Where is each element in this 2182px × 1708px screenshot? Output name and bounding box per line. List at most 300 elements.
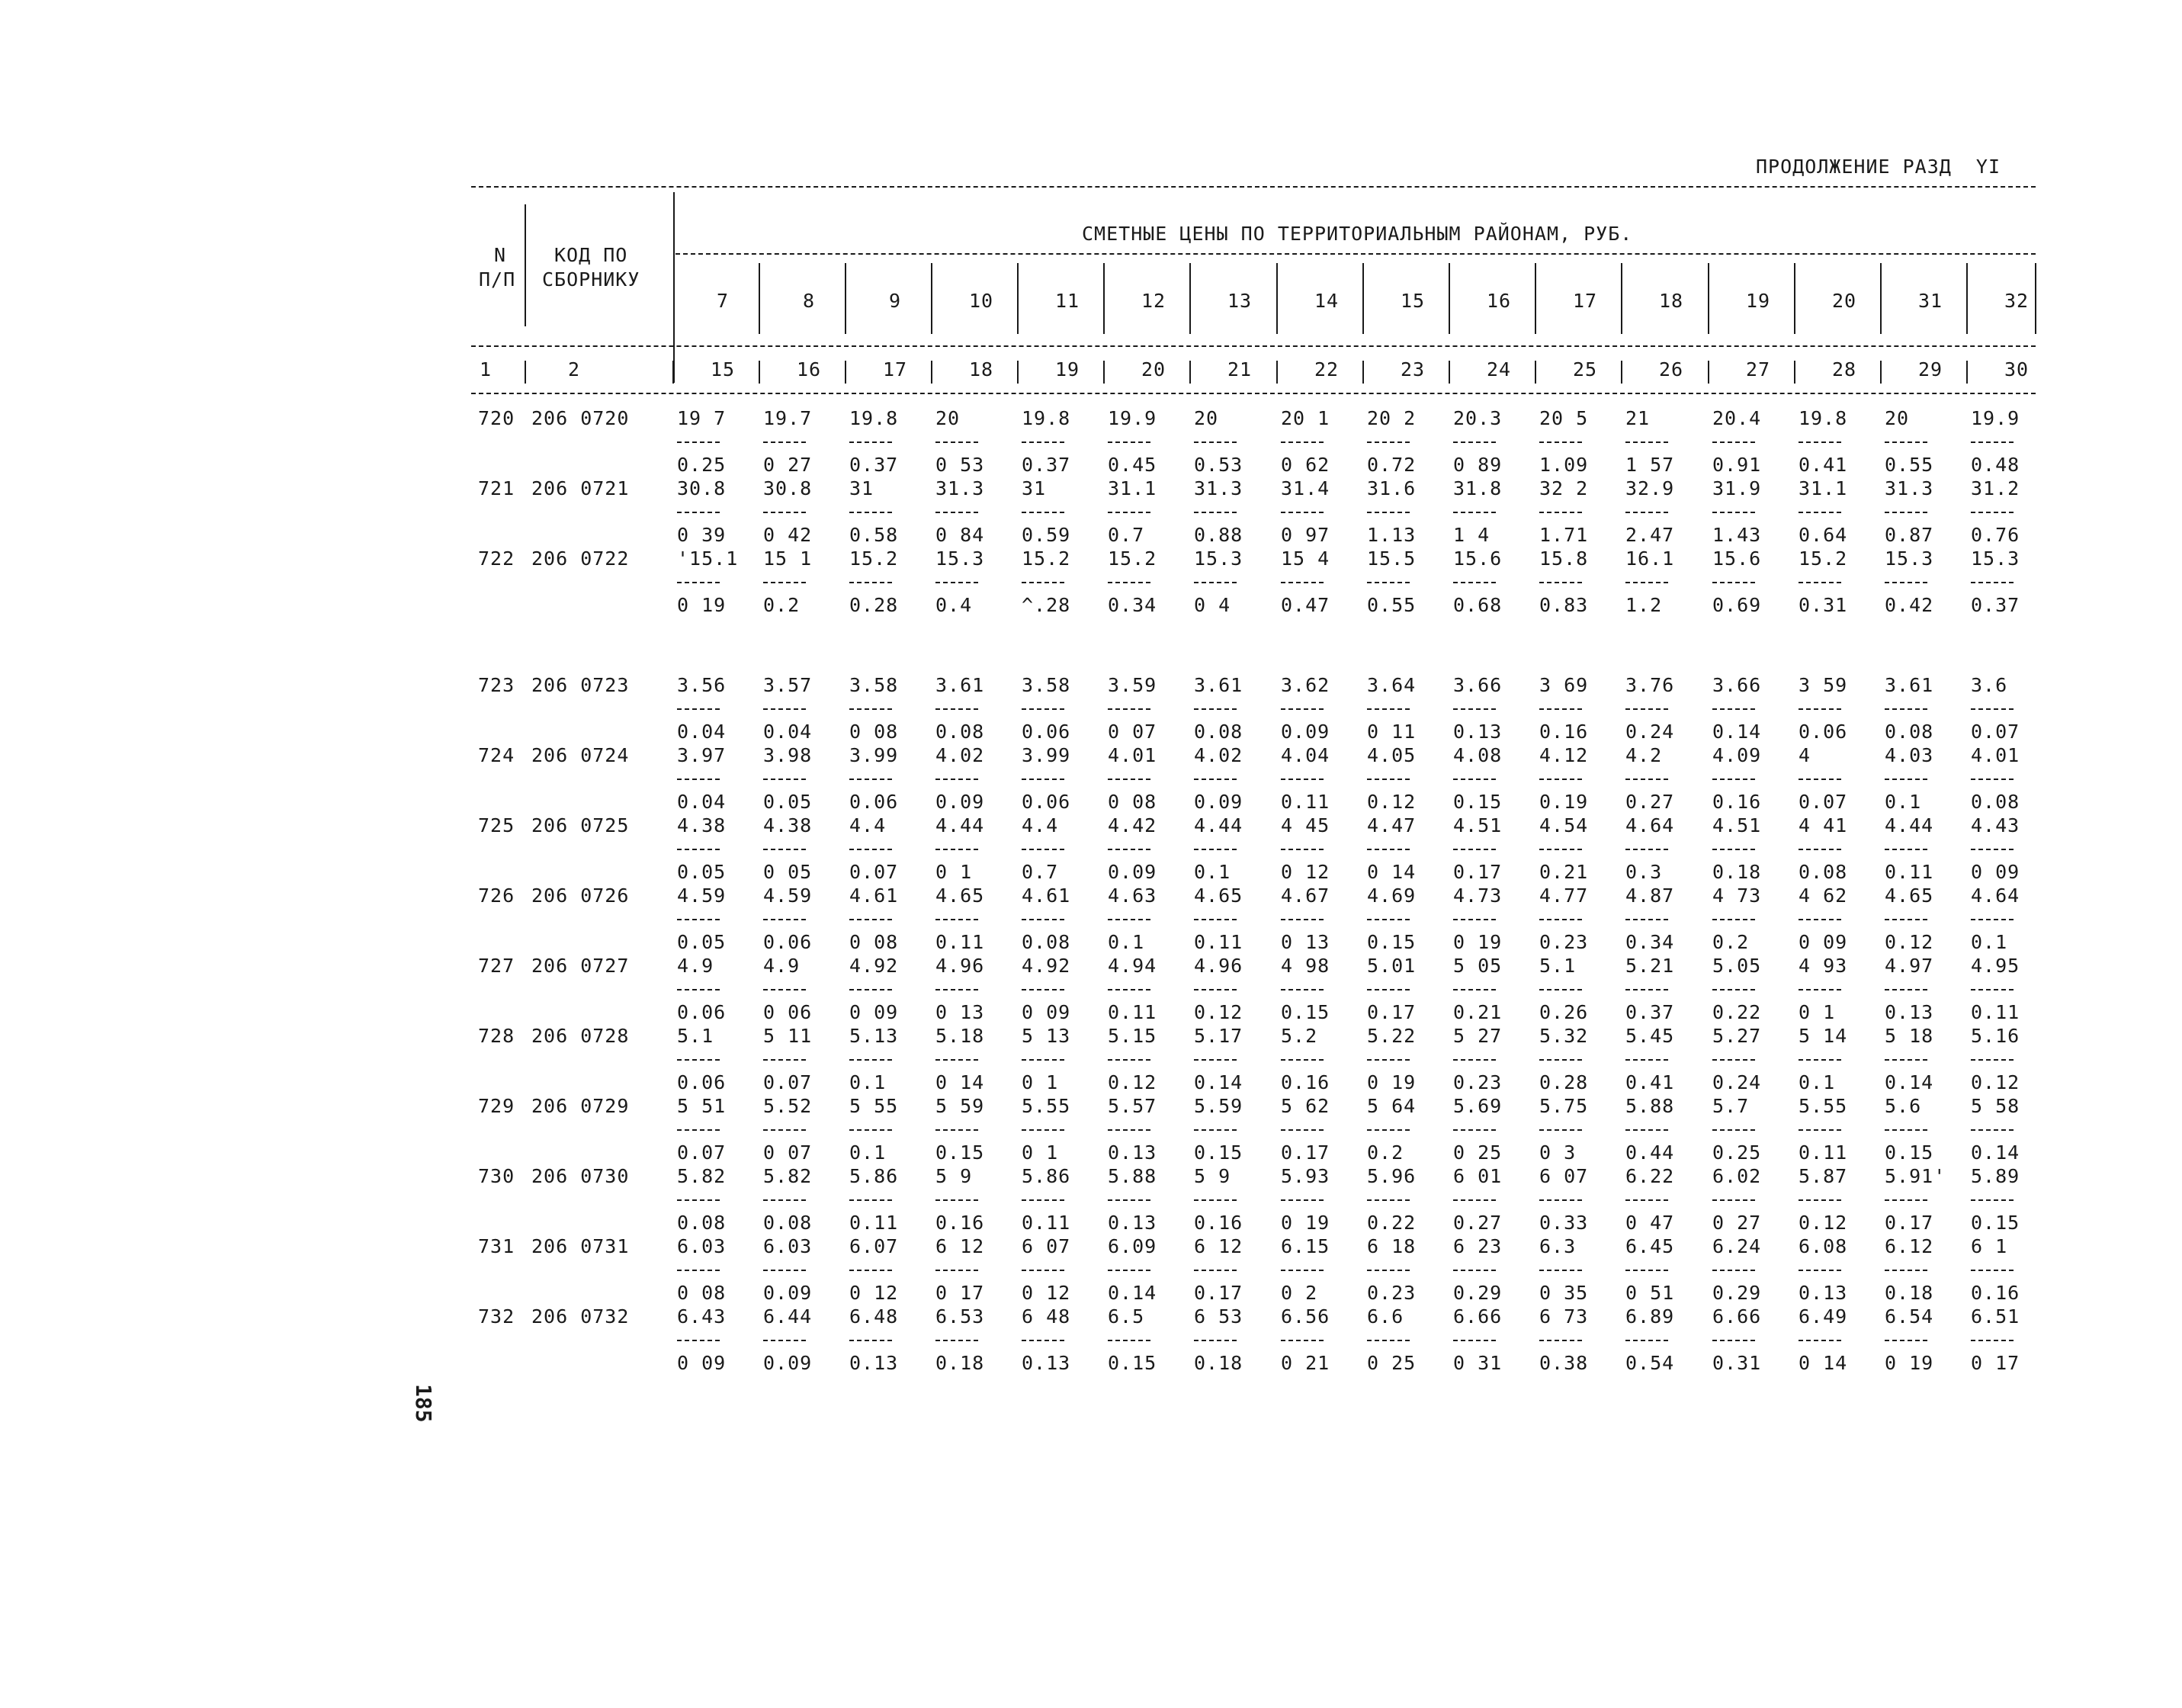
value-divider: [1281, 708, 1324, 710]
price-value: 4.02: [1194, 744, 1243, 766]
price-value: 3.99: [849, 744, 899, 766]
price-value: 0.07: [849, 861, 899, 883]
price-value: 0 27: [763, 454, 813, 476]
index-divider-code: [525, 361, 526, 384]
price-value: 4.96: [1194, 955, 1243, 977]
price-value: 0.22: [1712, 1001, 1762, 1023]
value-divider: [677, 1340, 720, 1341]
code-group-divider: [673, 192, 675, 383]
price-value: 31.8: [1453, 477, 1503, 499]
price-value: 5.2: [1281, 1025, 1318, 1047]
value-divider: [1539, 1340, 1582, 1341]
value-divider: [1539, 582, 1582, 583]
price-value: 4.87: [1625, 884, 1675, 907]
price-value: 0.59: [1022, 524, 1071, 546]
price-value: 0.17: [1885, 1212, 1934, 1234]
price-value: 4.42: [1108, 814, 1157, 836]
price-value: 6.02: [1712, 1165, 1762, 1187]
price-value: 0.15: [1885, 1141, 1934, 1164]
value-divider: [1281, 919, 1324, 920]
price-value: 0.12: [1799, 1212, 1848, 1234]
price-value: 6.03: [677, 1235, 727, 1257]
price-value: 0 12: [849, 1282, 899, 1304]
price-value: 5 13: [1022, 1025, 1071, 1047]
price-value: 0.38: [1539, 1352, 1589, 1374]
row-code: 206 0727: [531, 955, 630, 977]
value-divider: [1971, 1199, 2014, 1201]
value-divider: [1367, 989, 1410, 990]
price-value: 4.43: [1971, 814, 2020, 836]
price-value: 6.51: [1971, 1305, 2020, 1328]
index-divider: [1276, 361, 1278, 384]
value-divider: [1625, 708, 1668, 710]
price-value: 6.44: [763, 1305, 813, 1328]
price-value: 6 12: [935, 1235, 985, 1257]
price-value: 1.13: [1367, 524, 1417, 546]
price-value: 5.45: [1625, 1025, 1675, 1047]
value-divider: [1625, 919, 1668, 920]
price-value: 5.55: [1799, 1095, 1848, 1117]
price-value: 6.22: [1625, 1165, 1675, 1187]
price-value: 4.38: [763, 814, 813, 836]
region-number: 10: [968, 290, 994, 312]
price-value: 0.16: [1712, 791, 1762, 813]
value-divider: [849, 1270, 892, 1271]
value-divider: [1108, 1340, 1150, 1341]
value-divider: [1108, 779, 1150, 780]
value-divider: [849, 1199, 892, 1201]
price-value: 0 07: [763, 1141, 813, 1164]
value-divider: [1281, 849, 1324, 850]
group-title-rule: [675, 253, 2036, 255]
price-value: 0.16: [1971, 1282, 2020, 1304]
value-divider: [763, 582, 806, 583]
value-divider: [1971, 1129, 2014, 1131]
price-value: 3.61: [1885, 674, 1934, 696]
price-value: 4.51: [1453, 814, 1503, 836]
price-value: 19.7: [763, 407, 813, 429]
price-value: 31.4: [1281, 477, 1330, 499]
value-divider: [1539, 779, 1582, 780]
value-divider: [1194, 1129, 1237, 1131]
value-divider: [849, 989, 892, 990]
price-value: 5 51: [677, 1095, 727, 1117]
price-value: 6.43: [677, 1305, 727, 1328]
row-number: 729: [478, 1095, 515, 1117]
region-divider: [1017, 263, 1019, 334]
price-value: 0.05: [677, 861, 727, 883]
column-index: 22: [1314, 358, 1340, 380]
price-value: 6 48: [1022, 1305, 1071, 1328]
price-value: 0.06: [1022, 721, 1071, 743]
column-index: 19: [1054, 358, 1080, 380]
value-divider: [1539, 1270, 1582, 1271]
price-value: 0.7: [1022, 861, 1059, 883]
index-divider: [1103, 361, 1105, 384]
page-number: 185: [411, 1384, 436, 1423]
value-divider: [1367, 919, 1410, 920]
price-value: 4.12: [1539, 744, 1589, 766]
price-value: 0.23: [1539, 931, 1589, 953]
price-value: 0.18: [935, 1352, 985, 1374]
price-value: 1.71: [1539, 524, 1589, 546]
price-value: 6 1: [1971, 1235, 2008, 1257]
value-divider: [1453, 582, 1496, 583]
price-value: 0 13: [935, 1001, 985, 1023]
price-value: 5 59: [935, 1095, 985, 1117]
value-divider: [849, 849, 892, 850]
price-value: 4 98: [1281, 955, 1330, 977]
price-value: 6.45: [1625, 1235, 1675, 1257]
price-value: 0.17: [1194, 1282, 1243, 1304]
region-divider: [759, 263, 760, 334]
price-value: 0.05: [763, 791, 813, 813]
price-value: 6.07: [849, 1235, 899, 1257]
value-divider: [763, 1199, 806, 1201]
value-divider: [849, 919, 892, 920]
price-value: 4.59: [677, 884, 727, 907]
price-value: 4: [1799, 744, 1811, 766]
value-divider: [1971, 849, 2014, 850]
price-value: 6 12: [1194, 1235, 1243, 1257]
value-divider: [1194, 989, 1237, 990]
value-divider: [1367, 1270, 1410, 1271]
row-number: 726: [478, 884, 515, 907]
price-value: 0.23: [1453, 1071, 1503, 1093]
price-value: 0 31: [1453, 1352, 1503, 1374]
price-value: 20 1: [1281, 407, 1330, 429]
index-divider: [1017, 361, 1019, 384]
column-index: 16: [796, 358, 822, 380]
row-number: 722: [478, 547, 515, 570]
price-value: 4.95: [1971, 955, 2020, 977]
price-value: 6 18: [1367, 1235, 1417, 1257]
price-value: 0.83: [1539, 594, 1589, 616]
price-value: 0 14: [1799, 1352, 1848, 1374]
price-value: 0.22: [1367, 1212, 1417, 1234]
price-value: 5.96: [1367, 1165, 1417, 1187]
price-value: 0.45: [1108, 454, 1157, 476]
column-index: 1: [480, 358, 493, 380]
price-value: 0.17: [1281, 1141, 1330, 1164]
column-index: 21: [1227, 358, 1253, 380]
price-value: 0 06: [763, 1001, 813, 1023]
price-value: 4.51: [1712, 814, 1762, 836]
price-value: 0 19: [677, 594, 727, 616]
price-value: 0 19: [1885, 1352, 1934, 1374]
price-value: 0.1: [849, 1141, 887, 1164]
price-value: 4 62: [1799, 884, 1848, 907]
value-divider: [1712, 989, 1755, 990]
region-divider: [1880, 263, 1882, 334]
price-value: 0.15: [1194, 1141, 1243, 1164]
price-value: 6.6: [1367, 1305, 1404, 1328]
price-value: 4.77: [1539, 884, 1589, 907]
value-divider: [1194, 1059, 1237, 1061]
price-value: 5.86: [1022, 1165, 1071, 1187]
value-divider: [763, 512, 806, 513]
value-divider: [935, 512, 978, 513]
price-value: 4.97: [1885, 955, 1934, 977]
price-value: 0.69: [1712, 594, 1762, 616]
value-divider: [1108, 919, 1150, 920]
price-value: 0.07: [1971, 721, 2020, 743]
price-value: 0 39: [677, 524, 727, 546]
price-value: 0.13: [1022, 1352, 1071, 1374]
price-value: 4.59: [763, 884, 813, 907]
price-value: 3.58: [849, 674, 899, 696]
price-value: 0.16: [1281, 1071, 1330, 1093]
value-divider: [1799, 512, 1841, 513]
price-value: 4.67: [1281, 884, 1330, 907]
region-divider: [1966, 263, 1968, 334]
price-value: 0.37: [1022, 454, 1071, 476]
value-divider: [1194, 708, 1237, 710]
price-value: 0.25: [677, 454, 727, 476]
price-value: 0.08: [1799, 861, 1848, 883]
row-code: 206 0731: [531, 1235, 630, 1257]
price-value: 4.64: [1971, 884, 2020, 907]
value-divider: [1453, 512, 1496, 513]
price-value: 20.4: [1712, 407, 1762, 429]
value-divider: [1194, 441, 1237, 443]
price-value: 0.19: [1539, 791, 1589, 813]
price-value: 0 08: [677, 1282, 727, 1304]
index-divider: [1535, 361, 1536, 384]
price-value: 0.11: [1799, 1141, 1848, 1164]
value-divider: [1453, 849, 1496, 850]
region-number: 16: [1486, 290, 1512, 312]
price-value: 4.54: [1539, 814, 1589, 836]
price-value: 0.25: [1712, 1141, 1762, 1164]
column-index: 26: [1658, 358, 1684, 380]
value-divider: [763, 849, 806, 850]
row-code: 206 0730: [531, 1165, 630, 1187]
price-value: 0.08: [763, 1212, 813, 1234]
price-value: 32 2: [1539, 477, 1589, 499]
price-value: 0 89: [1453, 454, 1503, 476]
price-value: 0.87: [1885, 524, 1934, 546]
price-value: 5.52: [763, 1095, 813, 1117]
price-value: 0 1: [1799, 1001, 1836, 1023]
value-divider: [1539, 1059, 1582, 1061]
price-value: 31.3: [935, 477, 985, 499]
price-value: 0.11: [1281, 791, 1330, 813]
value-divider: [1799, 1270, 1841, 1271]
value-divider: [1022, 512, 1064, 513]
value-divider: [1971, 1059, 2014, 1061]
price-value: 0 09: [1799, 931, 1848, 953]
price-value: 0.1: [1194, 861, 1231, 883]
row-number: 731: [478, 1235, 515, 1257]
price-value: 0.24: [1712, 1071, 1762, 1093]
price-value: 3.58: [1022, 674, 1071, 696]
price-value: 0 51: [1625, 1282, 1675, 1304]
price-value: 0.17: [1367, 1001, 1417, 1023]
row-number: 730: [478, 1165, 515, 1187]
region-row-rule: [471, 345, 2036, 347]
value-divider: [763, 1270, 806, 1271]
price-value: 15.3: [1194, 547, 1243, 570]
value-divider: [1108, 582, 1150, 583]
price-value: 20: [1885, 407, 1910, 429]
value-divider: [1971, 708, 2014, 710]
region-number: 14: [1314, 290, 1340, 312]
price-value: 0 08: [849, 721, 899, 743]
index-divider: [1794, 361, 1795, 384]
value-divider: [677, 1199, 720, 1201]
value-divider: [1712, 1270, 1755, 1271]
price-value: 4.4: [849, 814, 887, 836]
row-code: 206 0726: [531, 884, 630, 907]
price-value: 0.2: [763, 594, 801, 616]
value-divider: [1453, 1199, 1496, 1201]
price-value: 4.65: [935, 884, 985, 907]
value-divider: [1625, 582, 1668, 583]
index-divider: [1708, 361, 1709, 384]
price-value: 0 84: [935, 524, 985, 546]
price-value: 0 25: [1367, 1352, 1417, 1374]
price-value: 6.09: [1108, 1235, 1157, 1257]
price-value: 0.09: [1281, 721, 1330, 743]
price-value: 0 1: [935, 861, 973, 883]
value-divider: [1022, 849, 1064, 850]
price-value: 5.13: [849, 1025, 899, 1047]
value-divider: [677, 1059, 720, 1061]
value-divider: [1022, 1340, 1064, 1341]
price-value: 15.6: [1712, 547, 1762, 570]
value-divider: [677, 708, 720, 710]
price-value: 5 62: [1281, 1095, 1330, 1117]
price-value: 1.43: [1712, 524, 1762, 546]
price-value: 0.7: [1108, 524, 1145, 546]
value-divider: [1108, 708, 1150, 710]
price-value: 0.11: [1022, 1212, 1071, 1234]
value-divider: [1194, 849, 1237, 850]
value-divider: [1194, 1199, 1237, 1201]
price-value: 3.62: [1281, 674, 1330, 696]
value-divider: [1281, 1059, 1324, 1061]
price-value: 0 35: [1539, 1282, 1589, 1304]
price-value: 0.29: [1453, 1282, 1503, 1304]
value-divider: [1625, 1129, 1668, 1131]
price-value: 0.88: [1194, 524, 1243, 546]
price-value: 0 14: [1367, 861, 1417, 883]
region-number: 18: [1658, 290, 1684, 312]
value-divider: [1453, 919, 1496, 920]
price-value: 0 07: [1108, 721, 1157, 743]
value-divider: [1453, 779, 1496, 780]
value-divider: [1799, 1340, 1841, 1341]
row-code: 206 0728: [531, 1025, 630, 1047]
price-value: 0.11: [1108, 1001, 1157, 1023]
value-divider: [1453, 1270, 1496, 1271]
column-index: 28: [1831, 358, 1857, 380]
column-index: 23: [1400, 358, 1426, 380]
price-value: 4.61: [849, 884, 899, 907]
price-value: 4 93: [1799, 955, 1848, 977]
price-value: 0.47: [1281, 594, 1330, 616]
value-divider: [1367, 1199, 1410, 1201]
price-value: 0.06: [763, 931, 813, 953]
value-divider: [1885, 1199, 1927, 1201]
region-number: 17: [1572, 290, 1598, 312]
price-value: 0.07: [1799, 791, 1848, 813]
price-value: 1 4: [1453, 524, 1490, 546]
price-value: 0.1: [1799, 1071, 1836, 1093]
value-divider: [935, 779, 978, 780]
value-divider: [1625, 849, 1668, 850]
price-value: 0.18: [1885, 1282, 1934, 1304]
price-value: 5.93: [1281, 1165, 1330, 1187]
price-value: 0.27: [1625, 791, 1675, 813]
price-value: 4.44: [935, 814, 985, 836]
price-value: 0.2: [1712, 931, 1750, 953]
value-divider: [1885, 582, 1927, 583]
region-number: 7: [716, 290, 730, 312]
value-divider: [1453, 1129, 1496, 1131]
value-divider: [1799, 441, 1841, 443]
value-divider: [1022, 919, 1064, 920]
price-value: 5.32: [1539, 1025, 1589, 1047]
price-value: 3.56: [677, 674, 727, 696]
price-value: 0.1: [849, 1071, 887, 1093]
price-value: 15 1: [763, 547, 813, 570]
column-index: 20: [1141, 358, 1166, 380]
price-value: 0.12: [1971, 1071, 2020, 1093]
price-value: 0 4: [1194, 594, 1231, 616]
value-divider: [1971, 779, 2014, 780]
price-value: 0.55: [1885, 454, 1934, 476]
value-divider: [677, 441, 720, 443]
price-value: 6 23: [1453, 1235, 1503, 1257]
price-value: 0 1: [1022, 1141, 1059, 1164]
value-divider: [1022, 582, 1064, 583]
price-value: 0 08: [1108, 791, 1157, 813]
value-divider: [1885, 1270, 1927, 1271]
price-value: 0 27: [1712, 1212, 1762, 1234]
column-index: 29: [1917, 358, 1943, 380]
column-index: 2: [568, 358, 581, 380]
value-divider: [1625, 989, 1668, 990]
value-divider: [1971, 1270, 2014, 1271]
price-value: 5.27: [1712, 1025, 1762, 1047]
price-value: 0.1: [1885, 791, 1922, 813]
price-value: 0.24: [1625, 721, 1675, 743]
price-value: 6 73: [1539, 1305, 1589, 1328]
value-divider: [1539, 1129, 1582, 1131]
price-value: 19.9: [1971, 407, 2020, 429]
price-value: 0.16: [1194, 1212, 1243, 1234]
price-value: 3.57: [763, 674, 813, 696]
price-value: 0 19: [1367, 1071, 1417, 1093]
price-value: 3.66: [1712, 674, 1762, 696]
value-divider: [1194, 582, 1237, 583]
price-value: 0.08: [1971, 791, 2020, 813]
row-number: 725: [478, 814, 515, 836]
value-divider: [1799, 582, 1841, 583]
price-value: 30.8: [677, 477, 727, 499]
price-value: 3 69: [1539, 674, 1589, 696]
index-divider: [1621, 361, 1622, 384]
price-value: 4.65: [1885, 884, 1934, 907]
value-divider: [1539, 512, 1582, 513]
price-value: 5 05: [1453, 955, 1503, 977]
price-value: 0.53: [1194, 454, 1243, 476]
price-value: 0.12: [1367, 791, 1417, 813]
price-value: 0.41: [1799, 454, 1848, 476]
value-divider: [1971, 441, 2014, 443]
